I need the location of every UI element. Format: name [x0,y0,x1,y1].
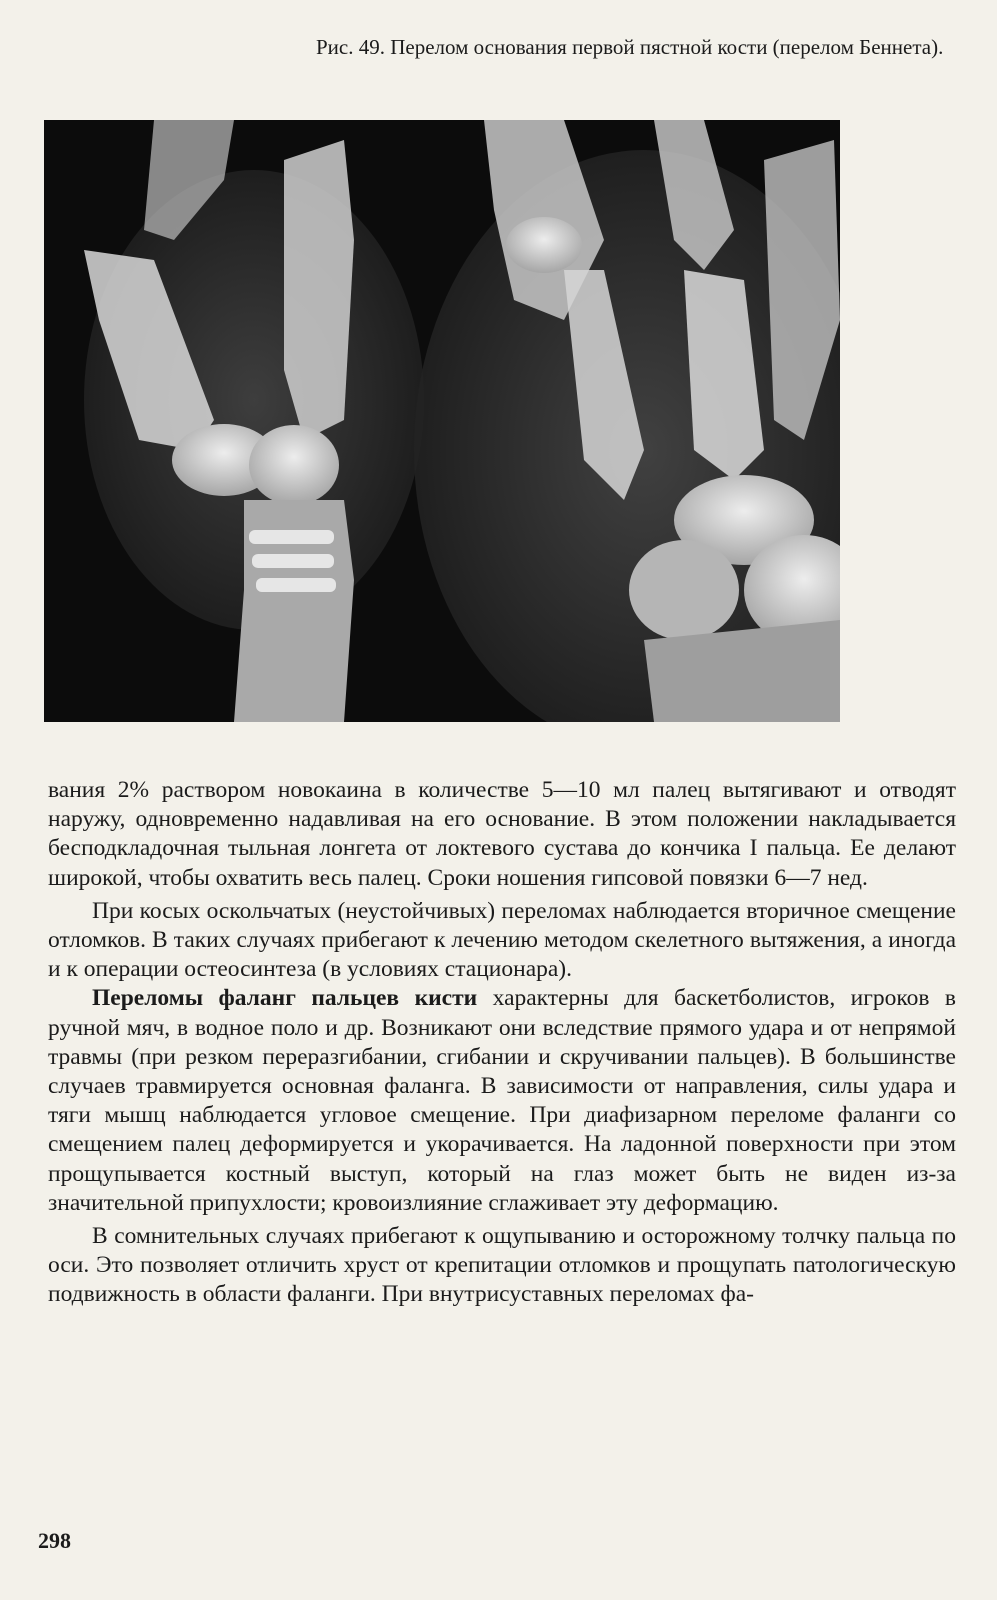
paragraph-text: характерны для баскетболистов, игроков в ручной мяч, в водное поло и др. Возникают они вследствие прямого удара и от непрямой травмы (при резком переразгибании, сгибании и скручивании пальцев). В большинстве случаев травмируется основная фаланга. В зависимости от направления, силы удара и тяги мышц наблюдается угловое смещение. При диафизарном переломе фаланги со смещением палец деформируется и укорачивается. На ладонной поверхности при этом прощупывается костный выступ, который на глаз может быть не виден из-за значительной припухлости; кровоизлияние сглаживает эту деформацию. [48,985,956,1216]
figure-caption: Рис. 49. Перелом основания первой пястной кости (перелом Беннета). [316,35,944,59]
paragraph: вания 2% раствором новокаина в количестве 5—10 мл палец вытягивают и отводят наружу, одновременно надавливая на его основание. В этом положении накладывается бесподкладочная тыльная лонгета от локтевого сустава до кончика I пальца. Ее делают широкой, чтобы охватить весь палец. Сроки ношения гипсовой повязки 6—7 нед. [48,777,956,891]
page-number: 298 [38,1528,71,1553]
section-heading: Переломы фаланг пальцев кисти [92,985,478,1012]
body-text [48,776,956,1310]
paragraph: В сомнительных случаях прибегают к ощупыванию и осторожному толчку пальца по оси. Это позволяет отличить хруст от крепитации отломков и прощупать патологическую подвижность в области фаланги. При внутрисуставных переломах фа- [48,1223,956,1308]
xray-bones-graphic [44,120,840,722]
paragraph: При косых оскольчатых (неустойчивых) переломах наблюдается вторичное смещение отломков. В таких случаях прибегают к лечению методом скелетного вытяжения, а иногда и к операции остеосинтеза (в условиях стационара). [48,897,956,983]
xray-image [44,120,840,722]
paragraph [48,984,956,1218]
